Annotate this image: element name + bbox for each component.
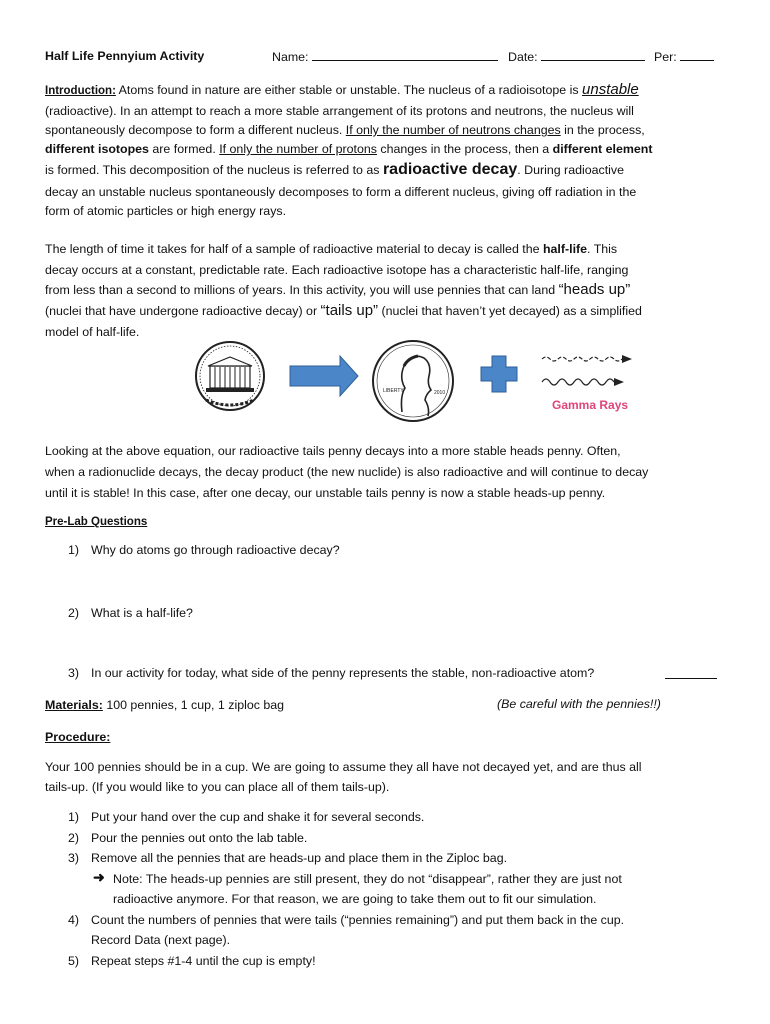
step-number: 3) xyxy=(68,851,80,865)
period-field[interactable] xyxy=(654,48,714,64)
intro-text: changes in the process, then a xyxy=(380,142,550,156)
halflife-text: The length of time it takes for half of a sample of radioactive material to decay is called the xyxy=(45,242,540,256)
intro-line-4 xyxy=(45,141,652,157)
date-blank[interactable] xyxy=(541,48,645,61)
different-isotopes-bold: different isotopes xyxy=(45,142,149,156)
protons-underlined: If only the number of protons xyxy=(219,142,377,156)
arrow-bullet-icon: ➜ xyxy=(93,869,105,885)
period-label: Per: xyxy=(654,50,677,64)
procedure-heading: Procedure: xyxy=(45,730,111,744)
worksheet-header xyxy=(45,48,204,64)
step-3-note-1: Note: The heads-up pennies are still present, they do not “disappear”, rather they are just not xyxy=(113,872,622,886)
step-3-note-2: radioactive anymore. For that reason, we are going to take them out to fit our simulation. xyxy=(113,892,597,906)
question-number: 3) xyxy=(68,666,80,680)
question-3: In our activity for today, what side of the penny represents the stable, non-radioactive atom? xyxy=(91,666,595,680)
step-number: 2) xyxy=(68,831,80,845)
halflife-text: (nuclei that haven’t yet decayed) as a simplified xyxy=(381,304,642,318)
svg-text:2010: 2010 xyxy=(434,390,446,396)
date-label: Date: xyxy=(508,50,538,64)
intro-line-5 xyxy=(45,162,624,178)
question-1: Why do atoms go through radioactive decay? xyxy=(91,543,340,557)
tails-penny-icon xyxy=(196,342,264,410)
step-2: Pour the pennies out onto the lab table. xyxy=(91,831,308,845)
gamma-rays-label: Gamma Rays xyxy=(552,398,629,412)
step-number: 1) xyxy=(68,810,80,824)
step-number: 5) xyxy=(68,954,80,968)
equation-line-1: Looking at the above equation, our radioactive tails penny decays into a more stable heads penny. Often, xyxy=(45,444,621,458)
svg-text:LIBERTY: LIBERTY xyxy=(383,388,404,394)
equation-line-3: until it is stable! In this case, after one decay, our unstable tails penny is now a stable heads-up penny. xyxy=(45,486,606,500)
question-number: 1) xyxy=(68,543,80,557)
plus-icon xyxy=(481,356,517,392)
period-blank[interactable] xyxy=(680,48,714,61)
intro-line-1 xyxy=(45,82,639,99)
materials-line xyxy=(45,697,284,713)
intro-line-6: decay an unstable nucleus spontaneously decomposes to form a different nucleus, giving off radiation in the xyxy=(45,185,637,199)
halflife-line-5: model of half-life. xyxy=(45,325,140,339)
halflife-text: . This xyxy=(587,242,618,256)
step-4-continued: Record Data (next page). xyxy=(91,933,231,947)
halflife-line-4 xyxy=(45,303,642,319)
prelab-heading xyxy=(45,514,147,530)
intro-text: is formed. This decomposition of the nucleus is referred to as xyxy=(45,163,380,177)
decay-equation-figure xyxy=(180,338,660,428)
intro-line-7: form of atomic particles or high energy rays. xyxy=(45,204,287,218)
name-field[interactable] xyxy=(272,48,498,64)
intro-text: Atoms found in nature are either stable or unstable. The nucleus of a radioisotope is xyxy=(118,83,579,97)
right-arrow-icon xyxy=(290,356,358,396)
heads-penny-icon xyxy=(373,341,453,421)
step-3: Remove all the pennies that are heads-up and place them in the Ziploc bag. xyxy=(91,851,508,865)
equation-line-2: when a radionuclide decays, the decay product (the new nuclide) is also radioactive and will continue to decay xyxy=(45,465,649,479)
question-number: 2) xyxy=(68,606,80,620)
worksheet-title: Half Life Pennyium Activity xyxy=(45,49,205,63)
intro-text: in the process, xyxy=(564,123,645,137)
half-life-bold: half-life xyxy=(542,242,588,256)
halflife-line-3 xyxy=(45,282,630,298)
step-4: Count the numbers of pennies that were tails (“pennies remaining”) and put them back in the cup. xyxy=(91,913,625,927)
intro-heading: Introduction: xyxy=(45,85,116,97)
intro-text: spontaneously decompose to form a different nucleus. xyxy=(45,123,343,137)
intro-line-2: (radioactive). In an attempt to reach a more stable arrangement of its protons and neutrons, the nucleus will xyxy=(45,104,634,118)
materials-heading: Materials: xyxy=(45,698,103,712)
procedure-intro-2: tails-up. (If you would like to you can place all of them tails-up). xyxy=(45,780,390,794)
name-label: Name: xyxy=(272,50,309,64)
prelab-heading-text: Pre-Lab Questions xyxy=(45,516,148,528)
halflife-text: (nuclei that have undergone radioactive decay) or xyxy=(45,304,318,318)
intro-text: . During radioactive xyxy=(517,163,624,177)
procedure-intro-1: Your 100 pennies should be in a cup. We are going to assume they all have not decayed yet, and are thus all xyxy=(45,760,642,774)
different-element-bold: different element xyxy=(552,142,653,156)
date-field[interactable] xyxy=(508,48,645,64)
halflife-line-1 xyxy=(45,241,617,257)
materials-note: (Be careful with the pennies!!) xyxy=(497,697,661,711)
procedure-heading-line xyxy=(45,729,110,745)
name-blank[interactable] xyxy=(312,48,498,61)
neutrons-underlined: If only the number of neutrons changes xyxy=(345,123,561,137)
halflife-line-2: decay occurs at a constant, predictable rate. Each radioactive isotope has a characteristic half-life, ranging xyxy=(45,263,629,277)
halflife-text: from less than a second to millions of years. In this activity, you will use pennies that can land xyxy=(45,283,556,297)
materials-text: 100 pennies, 1 cup, 1 ziploc bag xyxy=(106,698,285,712)
unstable-emphasis: unstable xyxy=(582,81,639,98)
intro-text: are formed. xyxy=(152,142,216,156)
question-2: What is a half-life? xyxy=(91,606,193,620)
step-number: 4) xyxy=(68,913,80,927)
heads-up-emphasis: “heads up” xyxy=(558,281,631,298)
step-5: Repeat steps #1-4 until the cup is empty! xyxy=(91,954,316,968)
radioactive-decay-bold: radioactive decay xyxy=(382,161,518,178)
question-3-answer-blank[interactable] xyxy=(665,666,717,679)
gamma-ray-waves-icon xyxy=(542,355,632,386)
intro-line-3 xyxy=(45,122,645,138)
tails-up-emphasis: “tails up” xyxy=(320,302,379,319)
step-1: Put your hand over the cup and shake it for several seconds. xyxy=(91,810,425,824)
